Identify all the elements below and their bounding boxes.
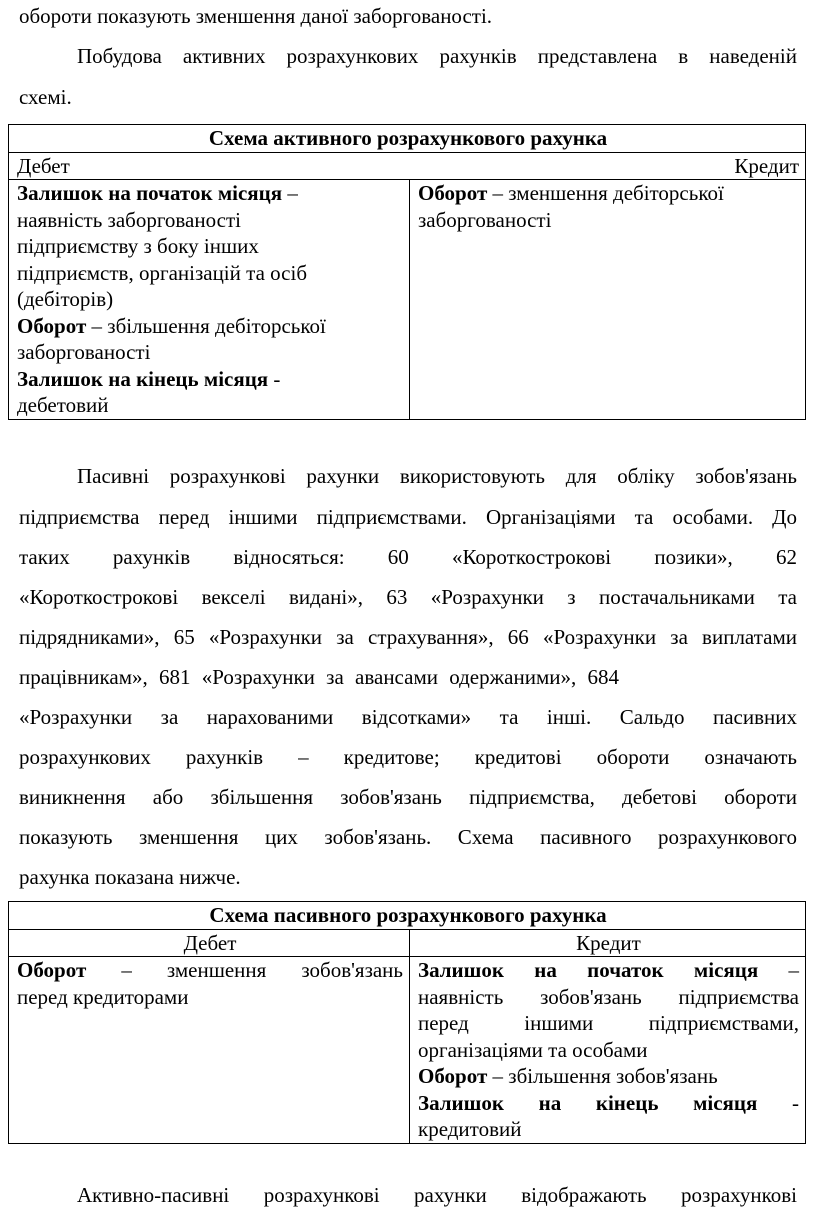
passive-credit-label: Кредит [410, 929, 806, 957]
passive-para-line-6: працівникам», 681 «Розрахунки за авансами одержаними», 684 [19, 665, 619, 689]
active-scheme-title: Схема активного розрахункового рахунка [9, 125, 806, 153]
passive-para-line-3: таких рахунків відносяться: 60 «Короткострокові позики», 62 [19, 545, 797, 569]
outro-line-1: Активно-пасивні розрахункові рахунки відображають розрахункові [77, 1183, 797, 1207]
passive-para-line-4: «Короткострокові векселі видані», 63 «Розрахунки з постачальниками та [19, 585, 797, 609]
active-debit-cell: Залишок на початок місяця – наявність заборгованості підприємству з боку інших підприємств, організацій та осіб (дебіторів) Оборот – збільшення дебіторської заборгованості Залишок на кінець місяця - дебетовий [9, 180, 410, 420]
passive-para-line-1: Пасивні розрахункові рахунки використовують для обліку зобов'язань [77, 464, 797, 488]
active-scheme-header [9, 152, 806, 180]
passive-para-line-10: показують зменшення цих зобов'язань. Схема пасивного розрахункового [19, 825, 797, 849]
passive-para-line-7: «Розрахунки за нарахованими відсотками» та інші. Сальдо пасивних [19, 705, 797, 729]
intro-line-3: схемі. [19, 85, 72, 109]
active-scheme-table [8, 124, 806, 420]
active-credit-label: Кредит [734, 153, 799, 178]
active-credit-cell: Оборот – зменшення дебіторської заборгованості [410, 180, 806, 420]
passive-para-line-5: підрядниками», 65 «Розрахунки за страхування», 66 «Розрахунки за виплатами [19, 625, 797, 649]
intro-line-2: Побудова активних розрахункових рахунків представлена в наведеній [77, 44, 797, 68]
passive-debit-label: Дебет [9, 929, 410, 957]
passive-para-line-8: розрахункових рахунків – кредитове; кредитові обороти означають [19, 745, 797, 769]
passive-credit-cell: Залишок на початок місяця – наявність зобов'язань підприємства перед іншими підприємствами, організаціями та особами Оборот – збільшення зобов'язань Залишок на кінець місяця - кредитовий [410, 957, 806, 1144]
passive-para-line-9: виникнення або збільшення зобов'язань підприємства, дебетові обороти [19, 785, 797, 809]
passive-debit-cell: Оборот – зменшення зобов'язань перед кредиторами [9, 957, 410, 1144]
passive-para-line-11: рахунка показана нижче. [19, 865, 241, 889]
passive-scheme-title: Схема пасивного розрахункового рахунка [9, 902, 806, 930]
active-debit-label: Дебет [17, 153, 70, 178]
passive-para-line-2: підприємства перед іншими підприємствами. Організаціями та особами. До [19, 505, 797, 529]
passive-scheme-table [8, 901, 806, 1144]
intro-line-1: обороти показують зменшення даної заборгованості. [19, 4, 493, 28]
